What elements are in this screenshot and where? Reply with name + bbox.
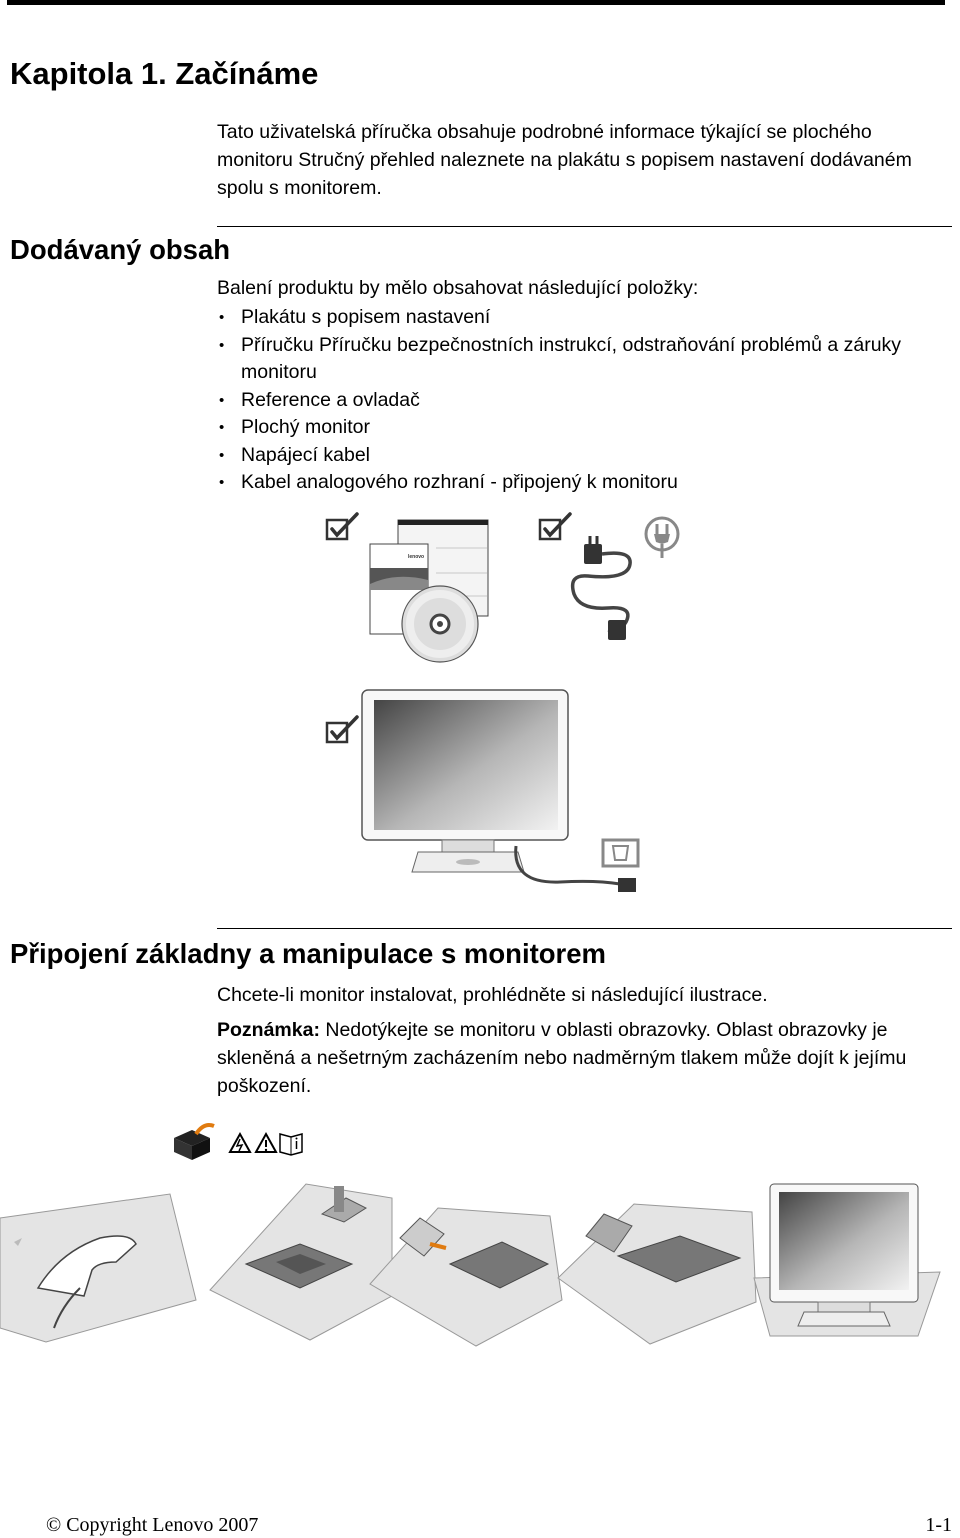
booklet-brand: lenovo <box>408 554 425 560</box>
unpack-box-icon <box>174 1125 214 1160</box>
section-divider <box>217 928 952 929</box>
documentation-cd-illustration <box>366 518 496 664</box>
copyright-footer: © Copyright Lenovo 2007 <box>46 1514 259 1536</box>
electric-warning-icon <box>230 1134 250 1152</box>
section-heading-contents: Dodávaný obsah <box>10 234 231 265</box>
stand-assembly-illustration <box>0 1178 945 1350</box>
attach-note <box>217 1016 952 1100</box>
bullet: • <box>219 309 225 326</box>
contents-list <box>217 304 937 497</box>
list-item: • Plochý monitor <box>217 414 937 442</box>
contents-intro: Balení produktu by mělo obsahovat následující položky: <box>217 277 699 299</box>
note-label: Poznámka: <box>217 1019 320 1041</box>
bullet: • <box>219 391 225 409</box>
warning-icon <box>256 1134 276 1152</box>
section-heading-attach: Připojení základny a manipulace s monitorem <box>10 938 607 969</box>
page-number: 1-1 <box>925 1514 952 1536</box>
list-item: • Napájecí kabel <box>217 442 937 470</box>
note-text: Nedotýkejte se monitoru v oblasti obrazovky. Oblast obrazovky je skleněná a nešetrným zacházením nebo nadměrným tlakem může dojít k jejímu poškození. <box>217 1019 907 1097</box>
top-rule <box>7 0 945 5</box>
safety-icons-row <box>168 1120 308 1162</box>
bullet: • <box>219 446 225 464</box>
list-item: • Kabel analogového rozhraní - připojený k monitoru <box>217 469 937 497</box>
info-book-icon <box>280 1134 302 1155</box>
list-item: • Reference a ovladač <box>217 387 937 415</box>
attach-instruction: Chcete-li monitor instalovat, prohlédněte si následující ilustrace. <box>217 984 768 1006</box>
section-divider <box>217 226 952 227</box>
flat-monitor-illustration <box>360 688 650 900</box>
chapter-title: Kapitola 1. Začínáme <box>10 56 319 91</box>
bullet: • <box>219 419 225 436</box>
bullet: • <box>219 336 225 354</box>
list-item: • Plakátu s popisem nastavení <box>217 304 937 332</box>
checkbox-checked-icon <box>324 715 360 745</box>
bullet: • <box>219 474 225 491</box>
list-item: • Příručku Příručku bezpečnostních instrukcí, odstraňování problémů a záruky monitoru <box>219 333 902 383</box>
power-cord-illustration <box>568 510 688 645</box>
intro-paragraph: Tato uživatelská příručka obsahuje podrobné informace týkající se plochého monitoru Stručný přehled naleznete na plakátu s popisem nastavení dodávaném spolu s monitorem. <box>217 121 912 199</box>
checkbox-checked-icon <box>324 512 360 542</box>
